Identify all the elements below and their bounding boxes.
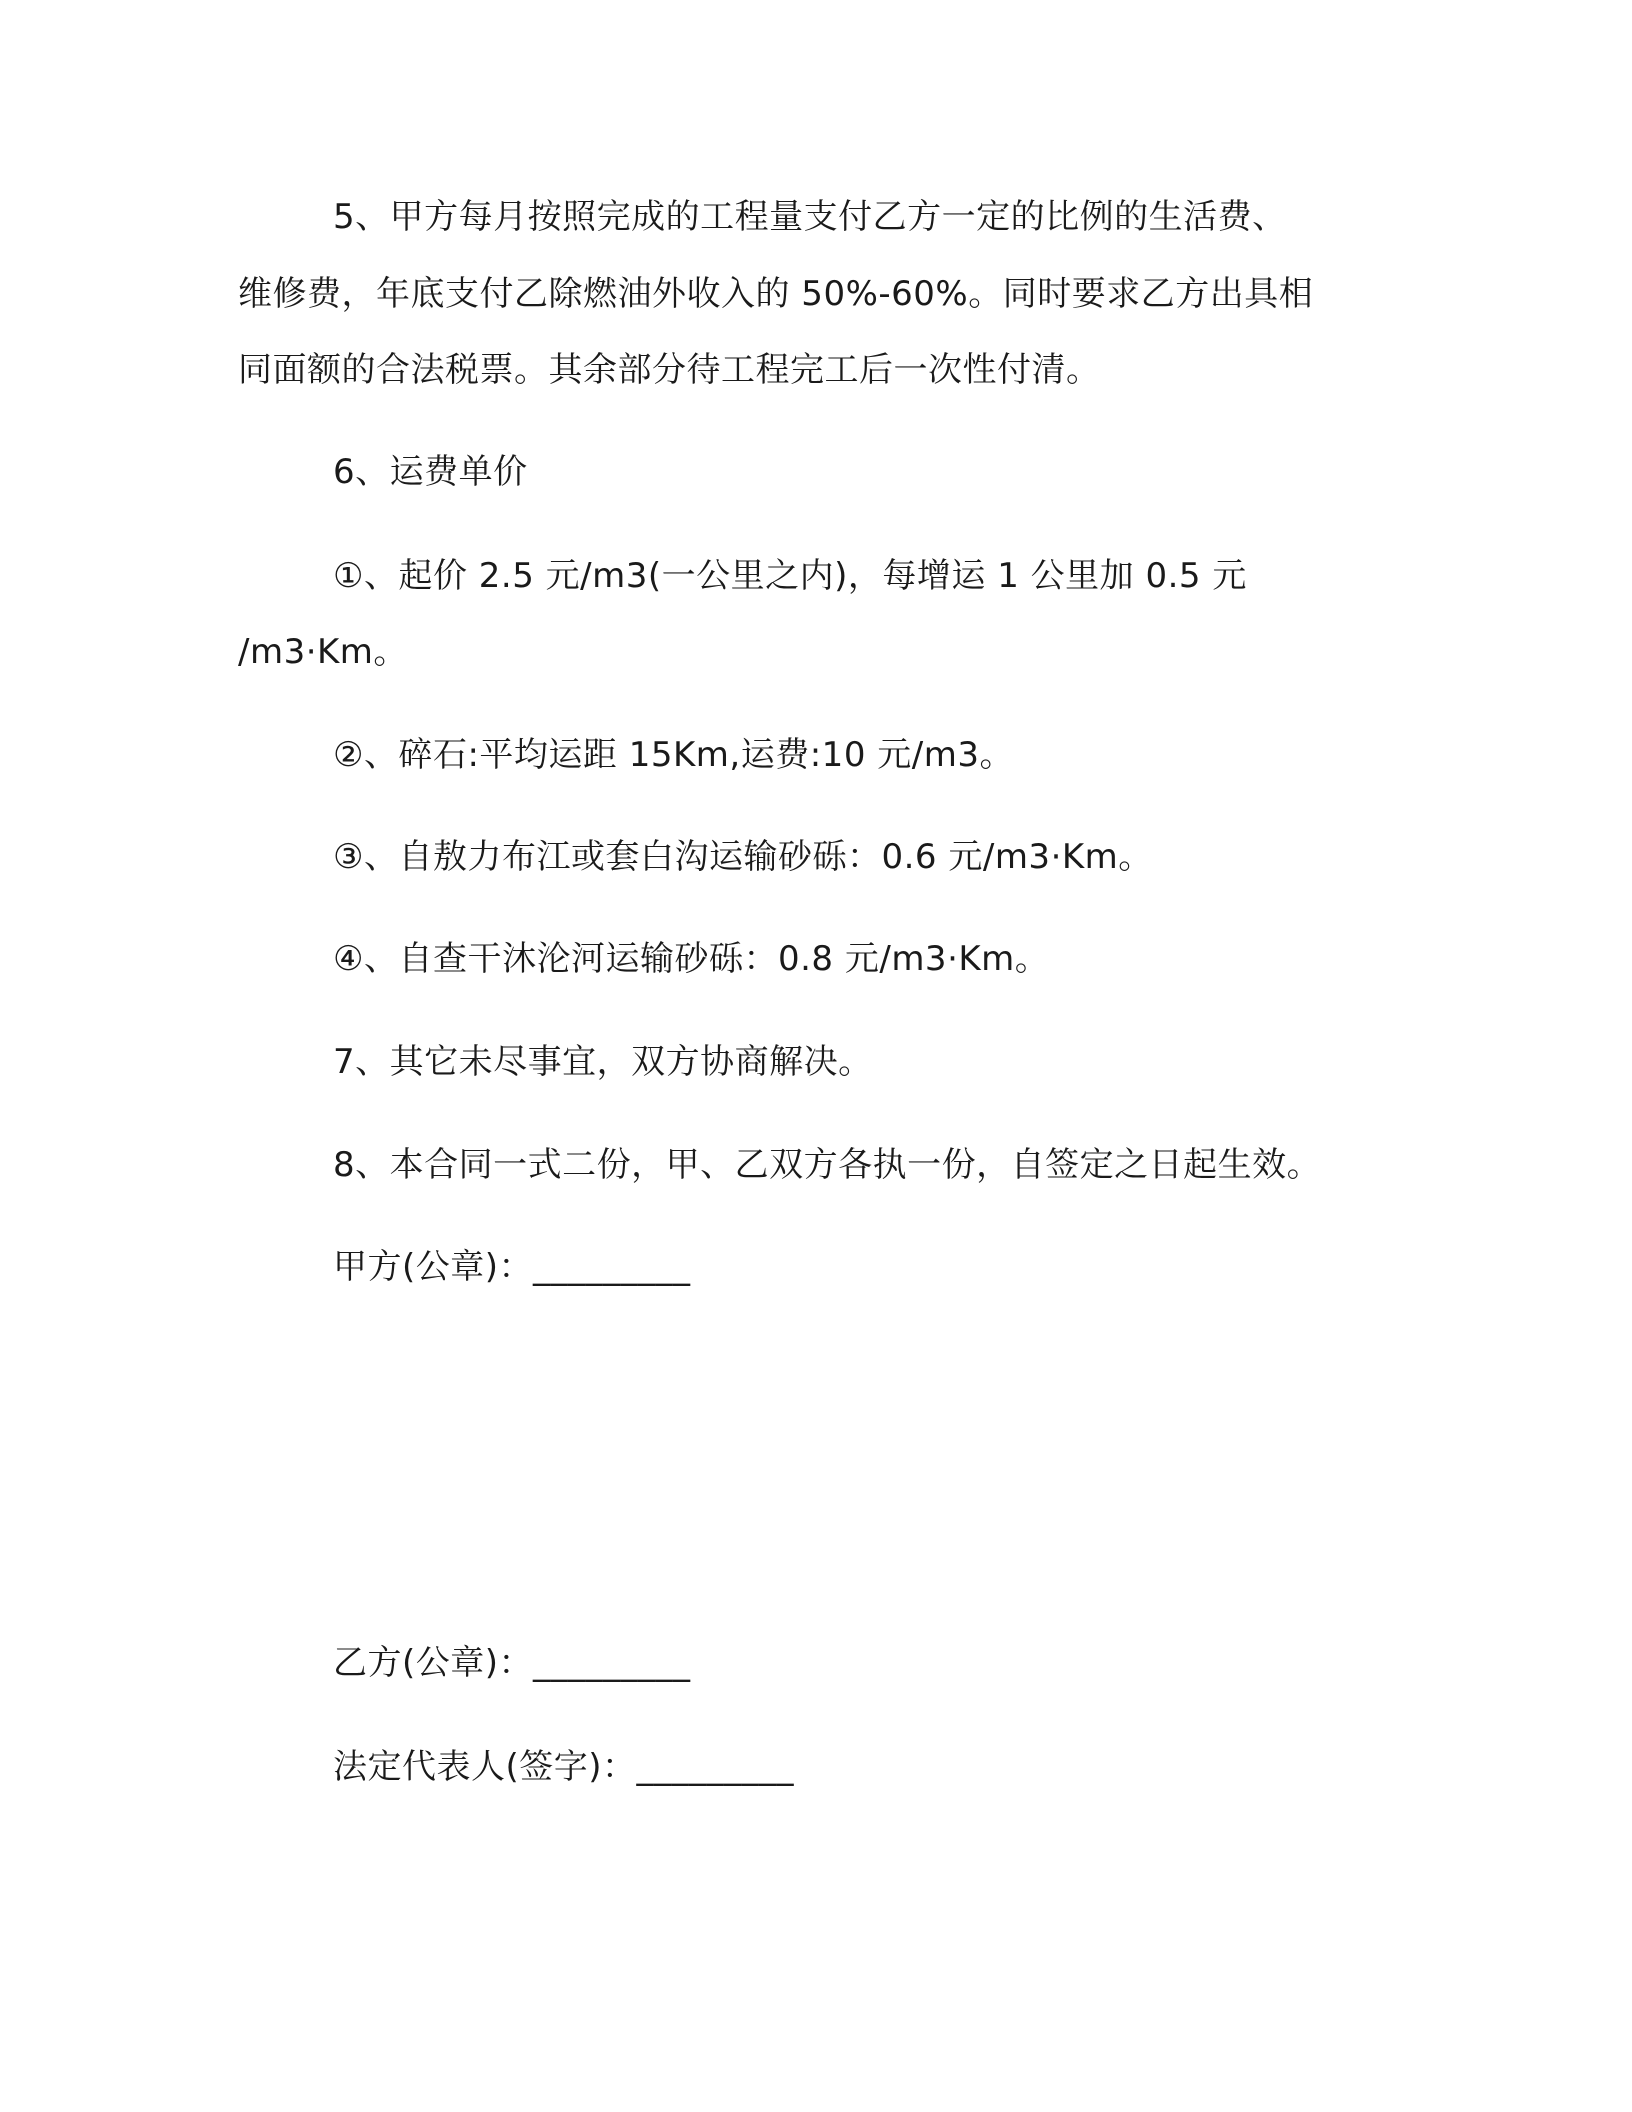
clause-5-line-3: 同面额的合法税票。其余部分待工程完工后一次性付清。 [238, 350, 1101, 390]
clause-5-line-2: 维修费，年底支付乙除燃油外收入的 50%-60%。同时要求乙方出具相 [238, 274, 1314, 314]
clause-6-item-3: ③、自敖力布江或套白沟运输砂砾：0.6 元/m3·Km。 [333, 837, 1153, 877]
clause-5-line-1: 5、甲方每月按照完成的工程量支付乙方一定的比例的生活费、 [333, 197, 1287, 237]
clause-6-item-2: ②、碎石:平均运距 15Km,运费:10 元/m3。 [333, 735, 1014, 775]
legal-representative-signature-line: 法定代表人(签字)：_________ [333, 1747, 795, 1787]
party-a-seal-line: 甲方(公章)：_________ [333, 1247, 691, 1287]
party-b-seal-line: 乙方(公章)：_________ [333, 1643, 691, 1683]
clause-6-item-1-line-2: /m3·Km。 [238, 632, 408, 672]
clause-6-title: 6、运费单价 [333, 452, 528, 492]
clause-6-item-4: ④、自查干沐沦河运输砂砾：0.8 元/m3·Km。 [333, 939, 1050, 979]
clause-6-item-1-line-1: ①、起价 2.5 元/m3(一公里之内)，每增运 1 公里加 0.5 元 [333, 556, 1247, 596]
clause-7: 7、其它未尽事宜，双方协商解决。 [333, 1042, 873, 1082]
clause-8: 8、本合同一式二份，甲、乙双方各执一份，自签定之日起生效。 [333, 1145, 1322, 1185]
